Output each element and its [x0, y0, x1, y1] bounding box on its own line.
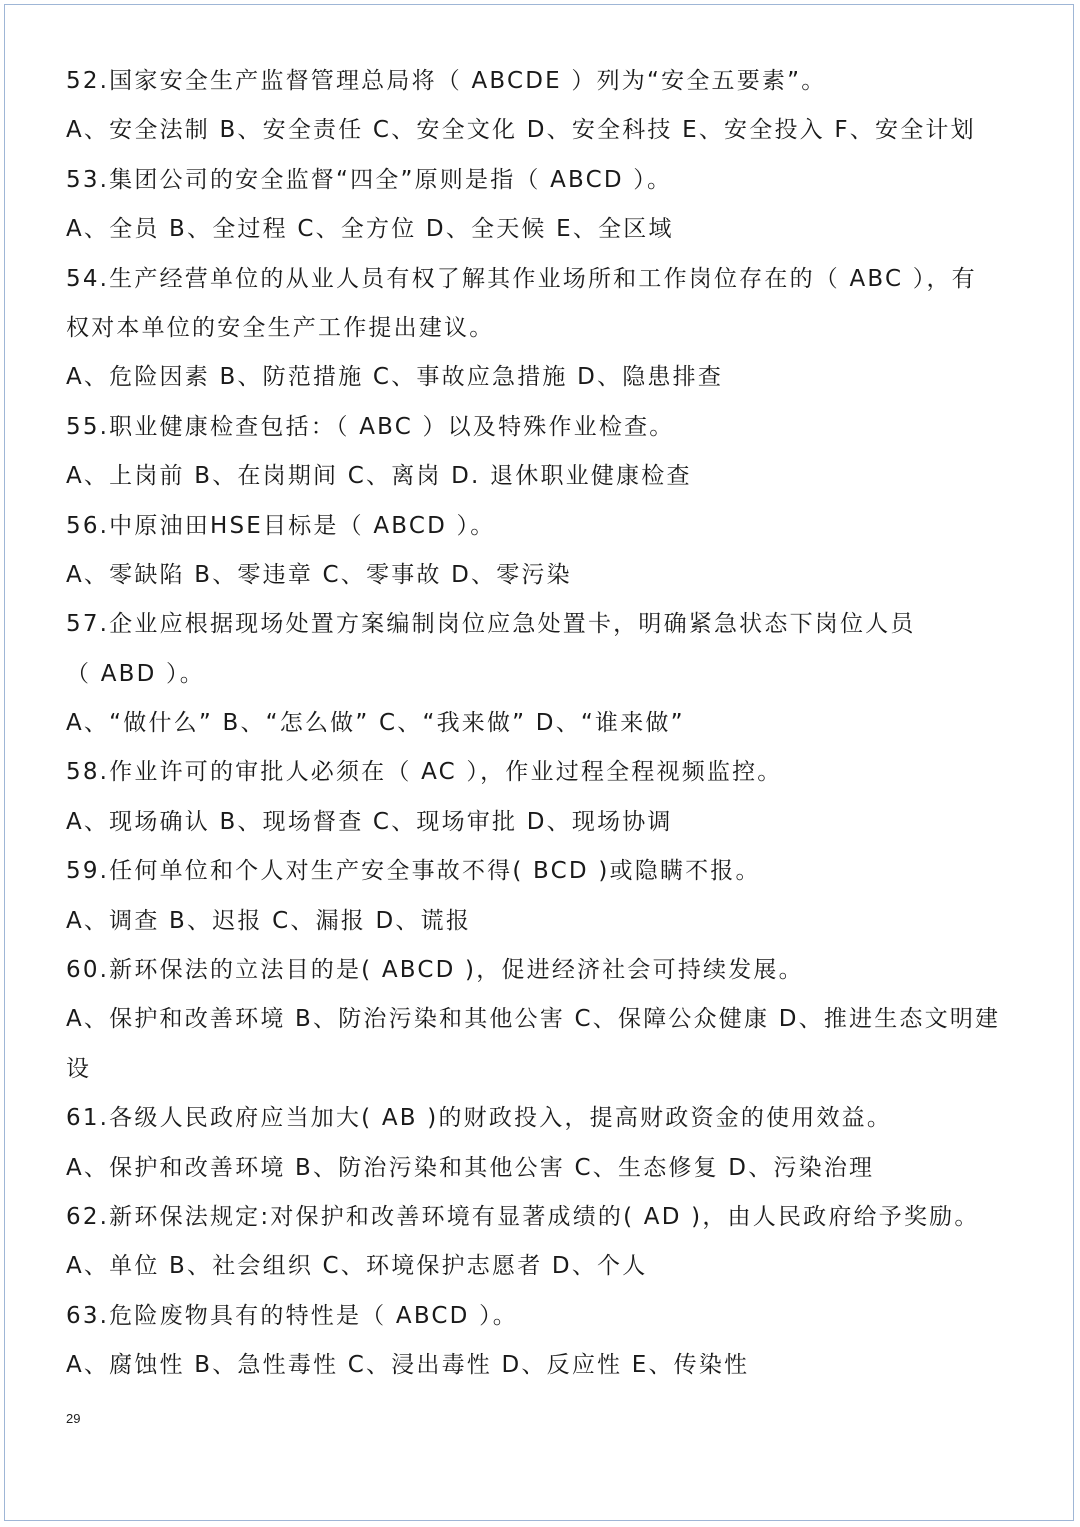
question-59: 59.任何单位和个人对生产安全事故不得( BCD )或隐瞒不报。	[66, 858, 761, 885]
question-57: 57.企业应根据现场处置方案编制岗位应急处置卡，明确紧急状态下岗位人员	[66, 611, 916, 638]
options-62: A、单位 B、社会组织 C、环境保护志愿者 D、个人	[66, 1253, 648, 1280]
question-58: 58.作业许可的审批人必须在（ AC ），作业过程全程视频监控。	[66, 759, 783, 786]
options-60: A、保护和改善环境 B、防治污染和其他公害 C、保障公众健康 D、推进生态文明建	[66, 1006, 1001, 1033]
options-53: A、全员 B、全过程 C、全方位 D、全天候 E、全区域	[66, 216, 674, 243]
page-number: 29	[66, 1411, 81, 1426]
options-55: A、上岗前 B、在岗期间 C、离岗 D. 退休职业健康检查	[66, 463, 692, 490]
question-56: 56.中原油田HSE目标是（ ABCD ）。	[66, 512, 496, 539]
question-54: 54.生产经营单位的从业人员有权了解其作业场所和工作岗位存在的（ ABC ），有	[66, 265, 977, 292]
options-54: A、危险因素 B、防范措施 C、事故应急措施 D、隐患排查	[66, 364, 724, 391]
document-body	[66, 57, 1026, 1391]
options-63: A、腐蚀性 B、急性毒性 C、浸出毒性 D、反应性 E、传染性	[66, 1352, 750, 1379]
question-53: 53.集团公司的安全监督“四全”原则是指（ ABCD ）。	[66, 166, 673, 193]
question-62: 62.新环保法规定:对保护和改善环境有显著成绩的( AD )，由人民政府给予奖励。	[66, 1203, 980, 1230]
options-56: A、零缺陷 B、零违章 C、零事故 D、零污染	[66, 561, 572, 588]
options-60-continued: 设	[66, 1055, 92, 1082]
question-63: 63.危险废物具有的特性是（ ABCD ）。	[66, 1302, 518, 1329]
options-52: A、安全法制 B、安全责任 C、安全文化 D、安全科技 E、安全投入 F、安全计划	[66, 117, 976, 144]
question-60: 60.新环保法的立法目的是( ABCD )，促进经济社会可持续发展。	[66, 957, 804, 984]
options-61: A、保护和改善环境 B、防治污染和其他公害 C、生态修复 D、污染治理	[66, 1154, 875, 1181]
options-57: A、“做什么” B、“怎么做” C、“我来做” D、“谁来做”	[66, 710, 685, 737]
question-52: 52.国家安全生产监督管理总局将（ ABCDE ）列为“安全五要素”。	[66, 68, 827, 94]
question-61: 61.各级人民政府应当加大( AB )的财政投入，提高财政资金的使用效益。	[66, 1105, 893, 1132]
question-54-continued: 权对本单位的安全生产工作提出建议。	[66, 314, 495, 341]
question-57-continued: （ ABD ）。	[66, 660, 205, 687]
question-55: 55.职业健康检查包括：（ ABC ）以及特殊作业检查。	[66, 413, 675, 440]
options-59: A、调查 B、迟报 C、漏报 D、谎报	[66, 907, 472, 934]
options-58: A、现场确认 B、现场督查 C、现场审批 D、现场协调	[66, 808, 673, 835]
